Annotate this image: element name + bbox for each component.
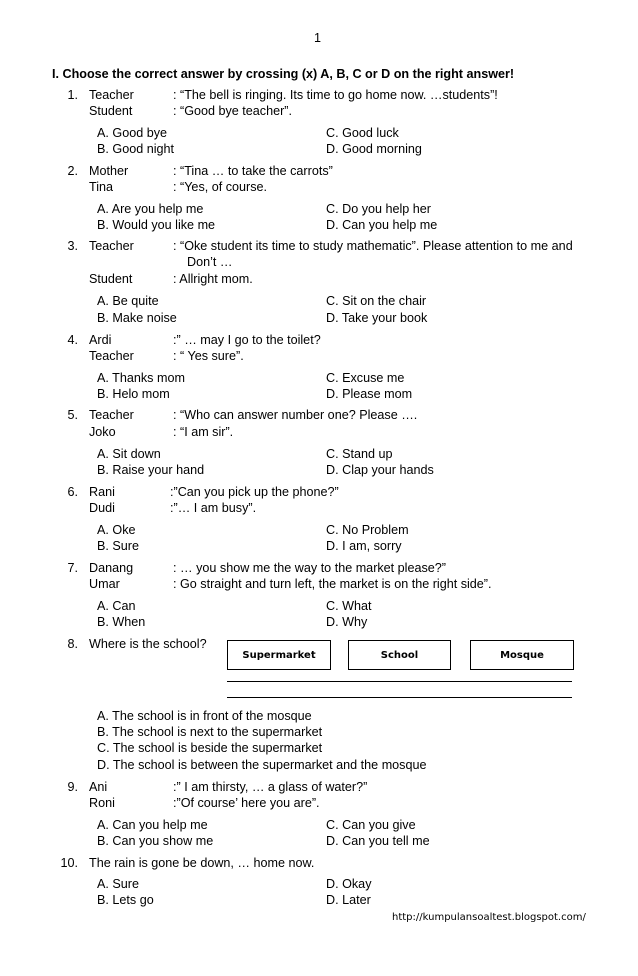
option-d[interactable]: D. Good morning — [326, 142, 422, 156]
option-a[interactable]: A. Thanks mom — [97, 371, 185, 385]
option-b[interactable]: B. When — [97, 615, 146, 629]
dialogue-line: : Allright mom. — [173, 272, 253, 286]
speaker: Teacher — [89, 408, 134, 422]
question-text: Where is the school? — [89, 637, 207, 651]
question-number: 1. — [67, 88, 78, 102]
question-number: 4. — [67, 333, 78, 347]
option-c[interactable]: C. Can you give — [326, 818, 416, 832]
map-road-line — [227, 697, 572, 698]
option-b[interactable]: B. Would you like me — [97, 218, 216, 232]
option-d[interactable]: D. Okay — [326, 877, 372, 891]
speaker: Tina — [89, 180, 114, 194]
dialogue-line: : “Yes, of course. — [173, 180, 268, 194]
option-d[interactable]: D. Why — [326, 615, 368, 629]
speaker: Umar — [89, 577, 120, 591]
speaker: Student — [89, 104, 133, 118]
speaker: Joko — [89, 425, 116, 439]
option-d[interactable]: D. Please mom — [326, 387, 413, 401]
option-b[interactable]: B. Helo mom — [97, 387, 170, 401]
option-a[interactable]: A. Sure — [97, 877, 139, 891]
option-b[interactable]: B. Make noise — [97, 311, 177, 325]
dialogue-line: : “Who can answer number one? Please …. — [173, 408, 418, 422]
map-mosque — [470, 640, 574, 670]
dialogue-line: :” … may I go to the toilet? — [173, 333, 321, 347]
speaker: Teacher — [89, 349, 134, 363]
option-c[interactable]: C. Sit on the chair — [326, 294, 427, 308]
option-d[interactable]: D. Can you help me — [326, 218, 438, 232]
option-b[interactable]: B. The school is next to the supermarket — [97, 725, 323, 739]
option-c[interactable]: C. Stand up — [326, 447, 393, 461]
speaker: Rani — [89, 485, 115, 499]
dialogue-line: :”Can you pick up the phone?” — [170, 485, 339, 499]
map-road-line — [227, 681, 572, 682]
option-a[interactable]: A. Can you help me — [97, 818, 208, 832]
map-label: School — [380, 649, 419, 661]
question-number: 10. — [60, 856, 78, 870]
option-b[interactable]: B. Lets go — [97, 893, 154, 907]
option-c[interactable]: C. Excuse me — [326, 371, 405, 385]
option-b[interactable]: B. Good night — [97, 142, 175, 156]
speaker: Teacher — [89, 88, 134, 102]
question-number: 3. — [67, 239, 78, 253]
speaker: Teacher — [89, 239, 134, 253]
map-label: Mosque — [500, 649, 544, 661]
dialogue-line: : “The bell is ringing. Its time to go home now. …students”! — [173, 88, 498, 102]
map-label: Supermarket — [242, 649, 316, 661]
dialogue-line: : “I am sir”. — [173, 425, 234, 439]
question-number: 7. — [67, 561, 78, 575]
speaker: Roni — [89, 796, 115, 810]
question-number: 6. — [67, 485, 78, 499]
speaker: Ani — [89, 780, 108, 794]
option-a[interactable]: A. Be quite — [97, 294, 159, 308]
dialogue-line-continued: Don’t … — [187, 255, 233, 269]
map-supermarket — [227, 640, 331, 670]
dialogue-line: : … you show me the way to the market please?” — [173, 561, 446, 575]
question-text: The rain is gone be down, … home now. — [89, 856, 315, 870]
option-a[interactable]: A. Can — [97, 599, 136, 613]
dialogue-line: :”Of course’ here you are”. — [173, 796, 320, 810]
option-c[interactable]: C. Good luck — [326, 126, 399, 140]
option-d[interactable]: D. Later — [326, 893, 371, 907]
page-number: 1 — [314, 31, 322, 45]
speaker: Dudi — [89, 501, 115, 515]
option-c[interactable]: C. Do you help her — [326, 202, 432, 216]
option-c[interactable]: C. The school is beside the supermarket — [97, 741, 323, 755]
dialogue-line: : Go straight and turn left, the market is on the right side”. — [173, 577, 492, 591]
option-c[interactable]: C. No Problem — [326, 523, 409, 537]
footer-url[interactable]: http://kumpulansoaltest.blogspot.com/ — [392, 912, 586, 923]
dialogue-line: : “ Yes sure”. — [173, 349, 244, 363]
option-d[interactable]: D. Take your book — [326, 311, 428, 325]
speaker: Ardi — [89, 333, 112, 347]
option-d[interactable]: D. Clap your hands — [326, 463, 434, 477]
dialogue-line: :” I am thirsty, … a glass of water?” — [173, 780, 368, 794]
speaker: Student — [89, 272, 133, 286]
dialogue-line: :”… I am busy”. — [170, 501, 257, 515]
option-a[interactable]: A. Oke — [97, 523, 136, 537]
dialogue-line: : “Tina … to take the carrots” — [173, 164, 333, 178]
question-number: 5. — [67, 408, 78, 422]
option-b[interactable]: B. Sure — [97, 539, 139, 553]
speaker: Mother — [89, 164, 129, 178]
instruction-heading: I. Choose the correct answer by crossing (x) A, B, C or D on the right answer! — [52, 67, 515, 81]
option-d[interactable]: D. The school is between the supermarket and the mosque — [97, 758, 427, 772]
dialogue-line: : “Good bye teacher”. — [173, 104, 293, 118]
question-number: 2. — [67, 164, 78, 178]
option-a[interactable]: A. Are you help me — [97, 202, 204, 216]
option-d[interactable]: D. I am, sorry — [326, 539, 402, 553]
option-a[interactable]: A. The school is in front of the mosque — [97, 709, 312, 723]
dialogue-line: : “Oke student its time to study mathematic”. Please attention to me and — [173, 239, 573, 253]
option-d[interactable]: D. Can you tell me — [326, 834, 430, 848]
question-number: 8. — [67, 637, 78, 651]
speaker: Danang — [89, 561, 134, 575]
option-b[interactable]: B. Raise your hand — [97, 463, 205, 477]
option-a[interactable]: A. Good bye — [97, 126, 168, 140]
map-school — [348, 640, 451, 670]
option-c[interactable]: C. What — [326, 599, 372, 613]
option-a[interactable]: A. Sit down — [97, 447, 161, 461]
question-number: 9. — [67, 780, 78, 794]
option-b[interactable]: B. Can you show me — [97, 834, 214, 848]
